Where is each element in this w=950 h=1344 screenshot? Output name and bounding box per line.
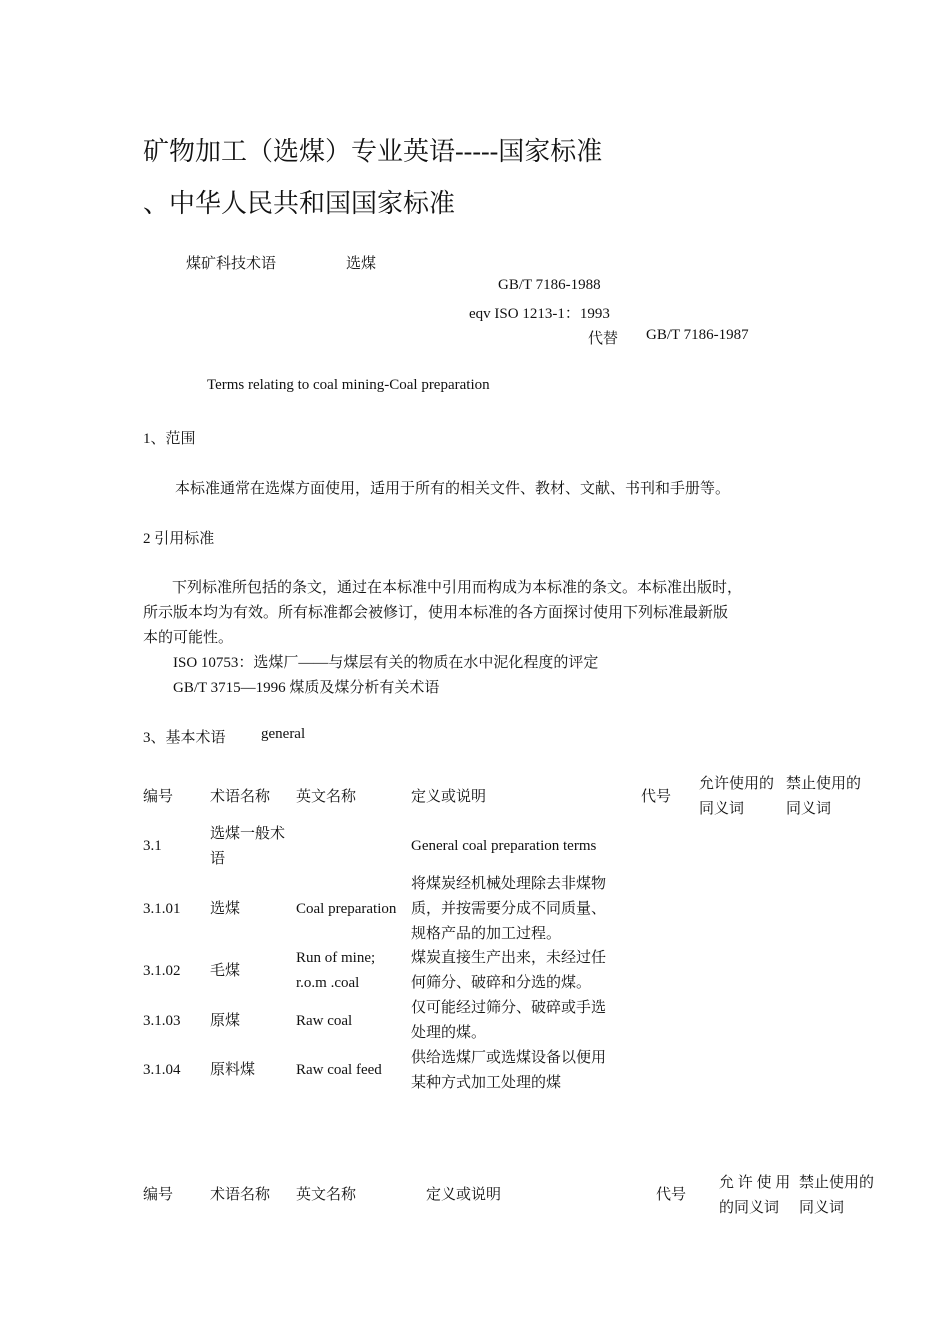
standard-equivalent: eqv ISO 1213-1：1993 — [469, 306, 610, 322]
col-header-forbidden-l2: 同义词 — [786, 801, 832, 817]
row-no: 3.1.03 — [143, 1013, 181, 1029]
col-header-english: 英文名称 — [296, 789, 357, 805]
row-term-l2: 语 — [210, 851, 226, 867]
section1-heading: 1、范围 — [143, 431, 196, 447]
section2-heading: 2 引用标准 — [143, 531, 215, 547]
row-english: Raw coal feed — [296, 1062, 382, 1078]
col-header-allowed-l1: 允许使用的 — [699, 776, 775, 792]
row-english: General coal preparation terms — [411, 838, 597, 854]
doc-title-line1: 矿物加工（选煤）专业英语-----国家标准 — [143, 137, 603, 166]
row-english-l2: r.o.m .coal — [296, 975, 360, 991]
standard-category: 煤矿科技术语 — [186, 256, 277, 272]
row-definition-l3: 规格产品的加工过程。 — [411, 926, 562, 942]
row-definition-l1: 将煤炭经机械处理除去非煤物 — [411, 876, 607, 892]
col-header-no: 编号 — [143, 789, 174, 805]
section2-body-line1: 下列标准所包括的条文，通过在本标准中引用而构成为本标准的条文。本标准出版时， — [172, 580, 743, 596]
col-header-allowed-l2: 同义词 — [699, 801, 745, 817]
row-definition-l2: 何筛分、破碎和分选的煤。 — [411, 975, 592, 991]
row-no: 3.1 — [143, 838, 162, 854]
row-definition-l2: 处理的煤。 — [411, 1025, 487, 1041]
col-header-definition: 定义或说明 — [426, 1187, 502, 1203]
section3-heading-english: general — [261, 726, 306, 742]
reference-iso10753: ISO 10753：选煤厂——与煤层有关的物质在水中泥化程度的评定 — [173, 655, 599, 671]
row-definition-l2: 某种方式加工处理的煤 — [411, 1075, 562, 1091]
section2-body-line3: 本的可能性。 — [143, 630, 234, 646]
section2-body-line2: 所示版本均为有效。所有标准都会被修订，使用本标准的各方面探讨使用下列标准最新版 — [143, 605, 729, 621]
col-header-term: 术语名称 — [210, 789, 271, 805]
col-header-forbidden-l1: 禁止使用的 — [799, 1175, 875, 1191]
col-header-code: 代号 — [641, 789, 672, 805]
row-english: Raw coal — [296, 1013, 353, 1029]
row-definition-l1: 煤炭直接生产出来，未经过任 — [411, 950, 607, 966]
row-no: 3.1.02 — [143, 963, 181, 979]
col-header-no: 编号 — [143, 1187, 174, 1203]
col-header-allowed-l1: 允 许 使 用 — [719, 1175, 791, 1191]
doc-title-line2: 、中华人民共和国国家标准 — [143, 189, 456, 218]
english-title: Terms relating to coal mining-Coal preparation — [207, 377, 490, 393]
row-term: 原煤 — [210, 1013, 241, 1029]
col-header-term: 术语名称 — [210, 1187, 271, 1203]
row-no: 3.1.01 — [143, 901, 181, 917]
section1-body: 本标准通常在选煤方面使用，适用于所有的相关文件、教材、文献、书刊和手册等。 — [175, 481, 731, 497]
replaced-standard: GB/T 7186-1987 — [646, 327, 749, 343]
col-header-forbidden-l2: 同义词 — [799, 1200, 845, 1216]
row-definition-l1: 供给选煤厂或选煤设备以便用 — [411, 1050, 607, 1066]
row-definition-l1: 仅可能经过筛分、破碎或手选 — [411, 1000, 607, 1016]
col-header-allowed-l2: 的同义词 — [719, 1200, 780, 1216]
col-header-english: 英文名称 — [296, 1187, 357, 1203]
standard-subject: 选煤 — [346, 256, 377, 272]
row-english: Coal preparation — [296, 901, 397, 917]
col-header-definition: 定义或说明 — [411, 789, 487, 805]
row-definition-l2: 质，并按需要分成不同质量、 — [411, 901, 607, 917]
row-term: 选煤 — [210, 901, 241, 917]
standard-number: GB/T 7186-1988 — [498, 277, 601, 293]
col-header-code: 代号 — [656, 1187, 687, 1203]
replace-label: 代替 — [588, 331, 619, 347]
row-no: 3.1.04 — [143, 1062, 181, 1078]
reference-gbt3715: GB/T 3715—1996 煤质及煤分析有关术语 — [173, 680, 440, 696]
section3-heading: 3、基本术语 — [143, 730, 226, 746]
row-term: 原料煤 — [210, 1062, 256, 1078]
row-term-l1: 选煤一般术 — [210, 826, 286, 842]
row-term: 毛煤 — [210, 963, 241, 979]
col-header-forbidden-l1: 禁止使用的 — [786, 776, 862, 792]
row-english-l1: Run of mine; — [296, 950, 376, 966]
